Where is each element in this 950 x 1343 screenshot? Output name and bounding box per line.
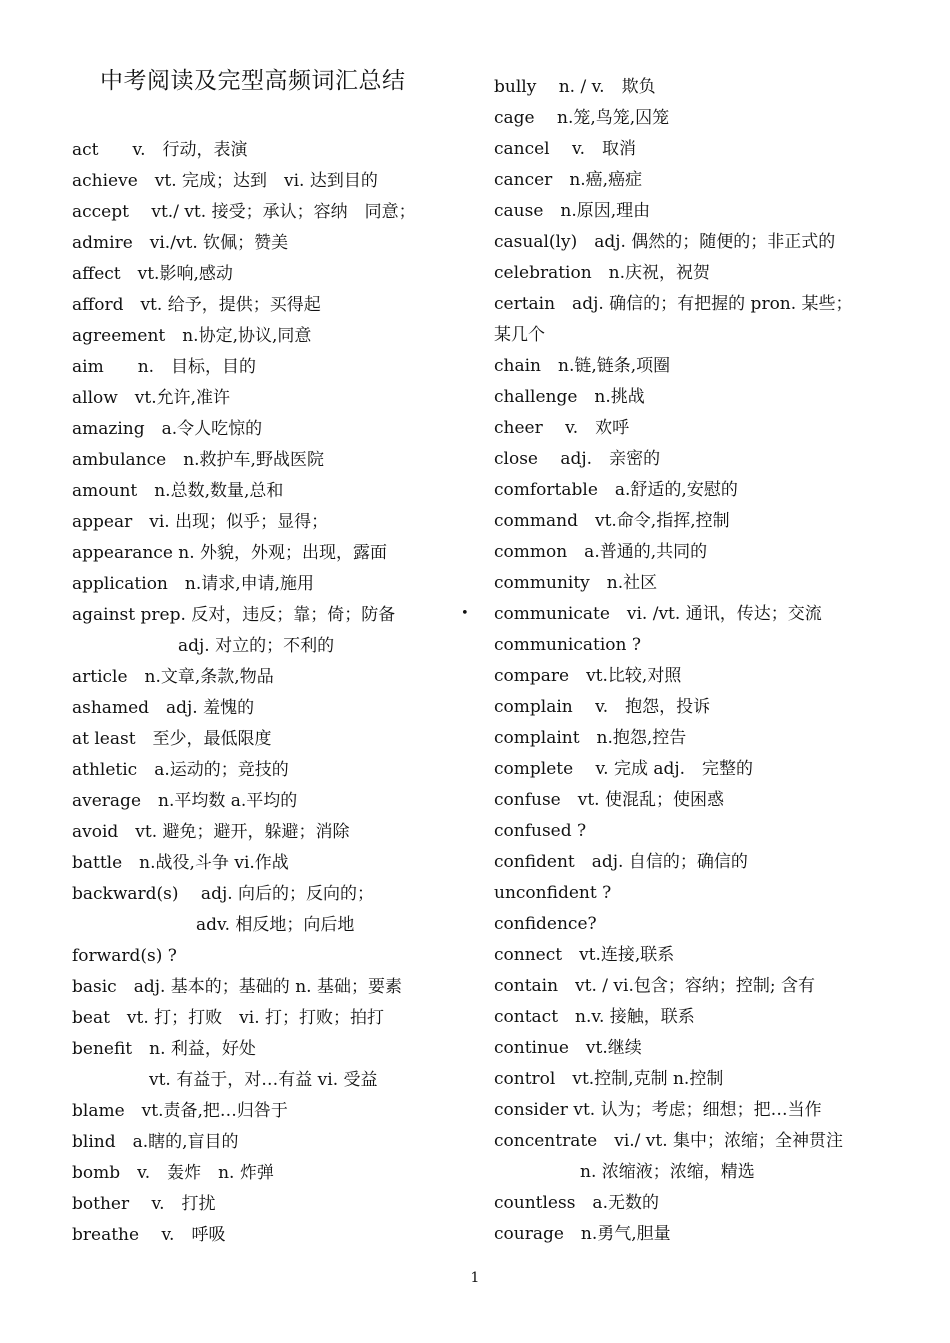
vocab-entry: cause n.原因,理由 [494, 201, 651, 221]
vocab-entry: aim n. 目标，目的 [72, 357, 257, 377]
vocab-entry: adj. 对立的；不利的 [178, 636, 335, 656]
vocab-entry: complete v. 完成 adj. 完整的 [494, 759, 754, 779]
vocab-entry: common a.普通的,共同的 [494, 542, 708, 562]
vocab-entry: celebration n.庆祝，祝贺 [494, 263, 711, 283]
vocab-entry: backward(s) adj. 向后的；反向的； [72, 884, 375, 904]
page-title: 中考阅读及完型高频词汇总结 [100, 68, 406, 94]
vocab-entry: communication ? [494, 635, 641, 655]
vocab-entry: article n.文章,条款,物品 [72, 667, 274, 687]
page-number: 1 [470, 1270, 480, 1286]
vocab-entry: appearance n. 外貌，外观；出现，露面 [72, 543, 388, 563]
vocab-entry: consider vt. 认为；考虑；细想；把…当作 [494, 1100, 822, 1120]
vocab-entry: concentrate vi./ vt. 集中；浓缩；全神贯注 [494, 1131, 844, 1151]
vocab-entry: contain vt. / vi.包含；容纳；控制; 含有 [494, 976, 816, 996]
vocab-entry: benefit n. 利益，好处 [72, 1039, 256, 1059]
vocab-entry: amazing a.令人吃惊的 [72, 419, 263, 439]
vocab-entry: amount n.总数,数量,总和 [72, 481, 284, 501]
vocab-entry: countless a.无数的 [494, 1193, 659, 1213]
vocab-entry: at least 至少，最低限度 [72, 729, 272, 749]
vocab-entry: achieve vt. 完成；达到 vi. 达到目的 [72, 171, 378, 191]
vocab-entry: challenge n.挑战 [494, 387, 645, 407]
vocab-entry: ambulance n.救护车,野战医院 [72, 450, 324, 470]
vocab-entry: basic adj. 基本的；基础的 n. 基础；要素 [72, 977, 402, 997]
vocab-entry: cage n.笼,鸟笼,囚笼 [494, 108, 670, 128]
vocab-entry: confuse vt. 使混乱；使困惑 [494, 790, 724, 810]
vocab-entry: battle n.战役,斗争 vi.作战 [72, 853, 289, 873]
vocab-entry: n. 浓缩液；浓缩，精选 [580, 1162, 755, 1182]
vocab-entry: allow vt.允许,准许 [72, 388, 231, 408]
vocab-entry: admire vi./vt. 钦佩；赞美 [72, 233, 289, 253]
vocab-entry: appear vi. 出现；似乎；显得； [72, 512, 329, 532]
vocab-entry: control vt.控制,克制 n.控制 [494, 1069, 724, 1089]
vocab-entry: bother v. 打扰 [72, 1194, 216, 1214]
vocab-entry: agreement n.协定,协议,同意 [72, 326, 312, 346]
vocab-entry: confused ? [494, 821, 587, 841]
right-vocab-column [461, 74, 894, 1252]
vocab-entry: average n.平均数 a.平均的 [72, 791, 298, 811]
vocab-entry: cancel v. 取消 [494, 139, 637, 159]
vocab-entry: unconfident ? [494, 883, 612, 903]
left-vocab-column [72, 137, 462, 1253]
vocab-entry: compare vt.比较,对照 [494, 666, 682, 686]
vocab-entry: adv. 相反地；向后地 [196, 915, 355, 935]
vocab-entry: • communicate vi. /vt. 通讯，传达；交流 [494, 601, 894, 632]
vocab-entry: cheer v. 欢呼 [494, 418, 630, 438]
vocab-entry: contact n.v. 接触，联系 [494, 1007, 695, 1027]
vocab-entry: 某几个 [494, 325, 545, 345]
vocab-entry: comfortable a.舒适的,安慰的 [494, 480, 738, 500]
vocab-entry: complain v. 抱怨，投诉 [494, 697, 711, 717]
vocab-entry: bomb v. 轰炸 n. 炸弹 [72, 1163, 274, 1183]
vocab-entry: certain adj. 确信的；有把握的 pron. 某些； [494, 294, 853, 314]
vocab-entry: act v. 行动，表演 [72, 140, 248, 160]
vocab-entry: command vt.命令,指挥,控制 [494, 511, 730, 531]
vocab-entry: breathe v. 呼吸 [72, 1225, 226, 1245]
vocab-entry: against prep. 反对，违反；靠；倚；防备 [72, 605, 396, 625]
vocab-entry: accept vt./ vt. 接受；承认；容纳 同意； [72, 202, 416, 222]
vocab-entry: blame vt.责备,把…归咎于 [72, 1101, 288, 1121]
vocab-entry: bully n. / v. 欺负 [494, 77, 656, 97]
vocab-entry: beat vt. 打；打败 vi. 打；打败；拍打 [72, 1008, 385, 1028]
vocab-entry: forward(s) ? [72, 946, 177, 966]
vocab-entry: avoid vt. 避免；避开，躲避；消除 [72, 822, 350, 842]
vocab-entry: application n.请求,申请,施用 [72, 574, 315, 594]
vocab-entry: community n.社区 [494, 573, 658, 593]
vocab-entry: courage n.勇气,胆量 [494, 1224, 671, 1244]
vocab-entry: complaint n.抱怨,控告 [494, 728, 687, 748]
vocab-entry: athletic a.运动的；竞技的 [72, 760, 289, 780]
vocab-entry: confidence? [494, 914, 597, 934]
vocab-entry: afford vt. 给予，提供；买得起 [72, 295, 321, 315]
vocab-entry: chain n.链,链条,项圈 [494, 356, 671, 376]
vocab-entry: affect vt.影响,感动 [72, 264, 233, 284]
vocab-entry: close adj. 亲密的 [494, 449, 661, 469]
vocab-entry: blind a.瞎的,盲目的 [72, 1132, 239, 1152]
vocab-entry: confident adj. 自信的；确信的 [494, 852, 748, 872]
vocab-entry: ashamed adj. 羞愧的 [72, 698, 255, 718]
vocab-entry: connect vt.连接,联系 [494, 945, 675, 965]
vocab-entry: vt. 有益于，对…有益 vi. 受益 [149, 1070, 378, 1090]
vocab-entry: casual(ly) adj. 偶然的；随便的；非正式的 [494, 232, 836, 252]
bullet-marker: • [461, 606, 469, 621]
vocab-entry: cancer n.癌,癌症 [494, 170, 643, 190]
vocab-entry: continue vt.继续 [494, 1038, 642, 1058]
